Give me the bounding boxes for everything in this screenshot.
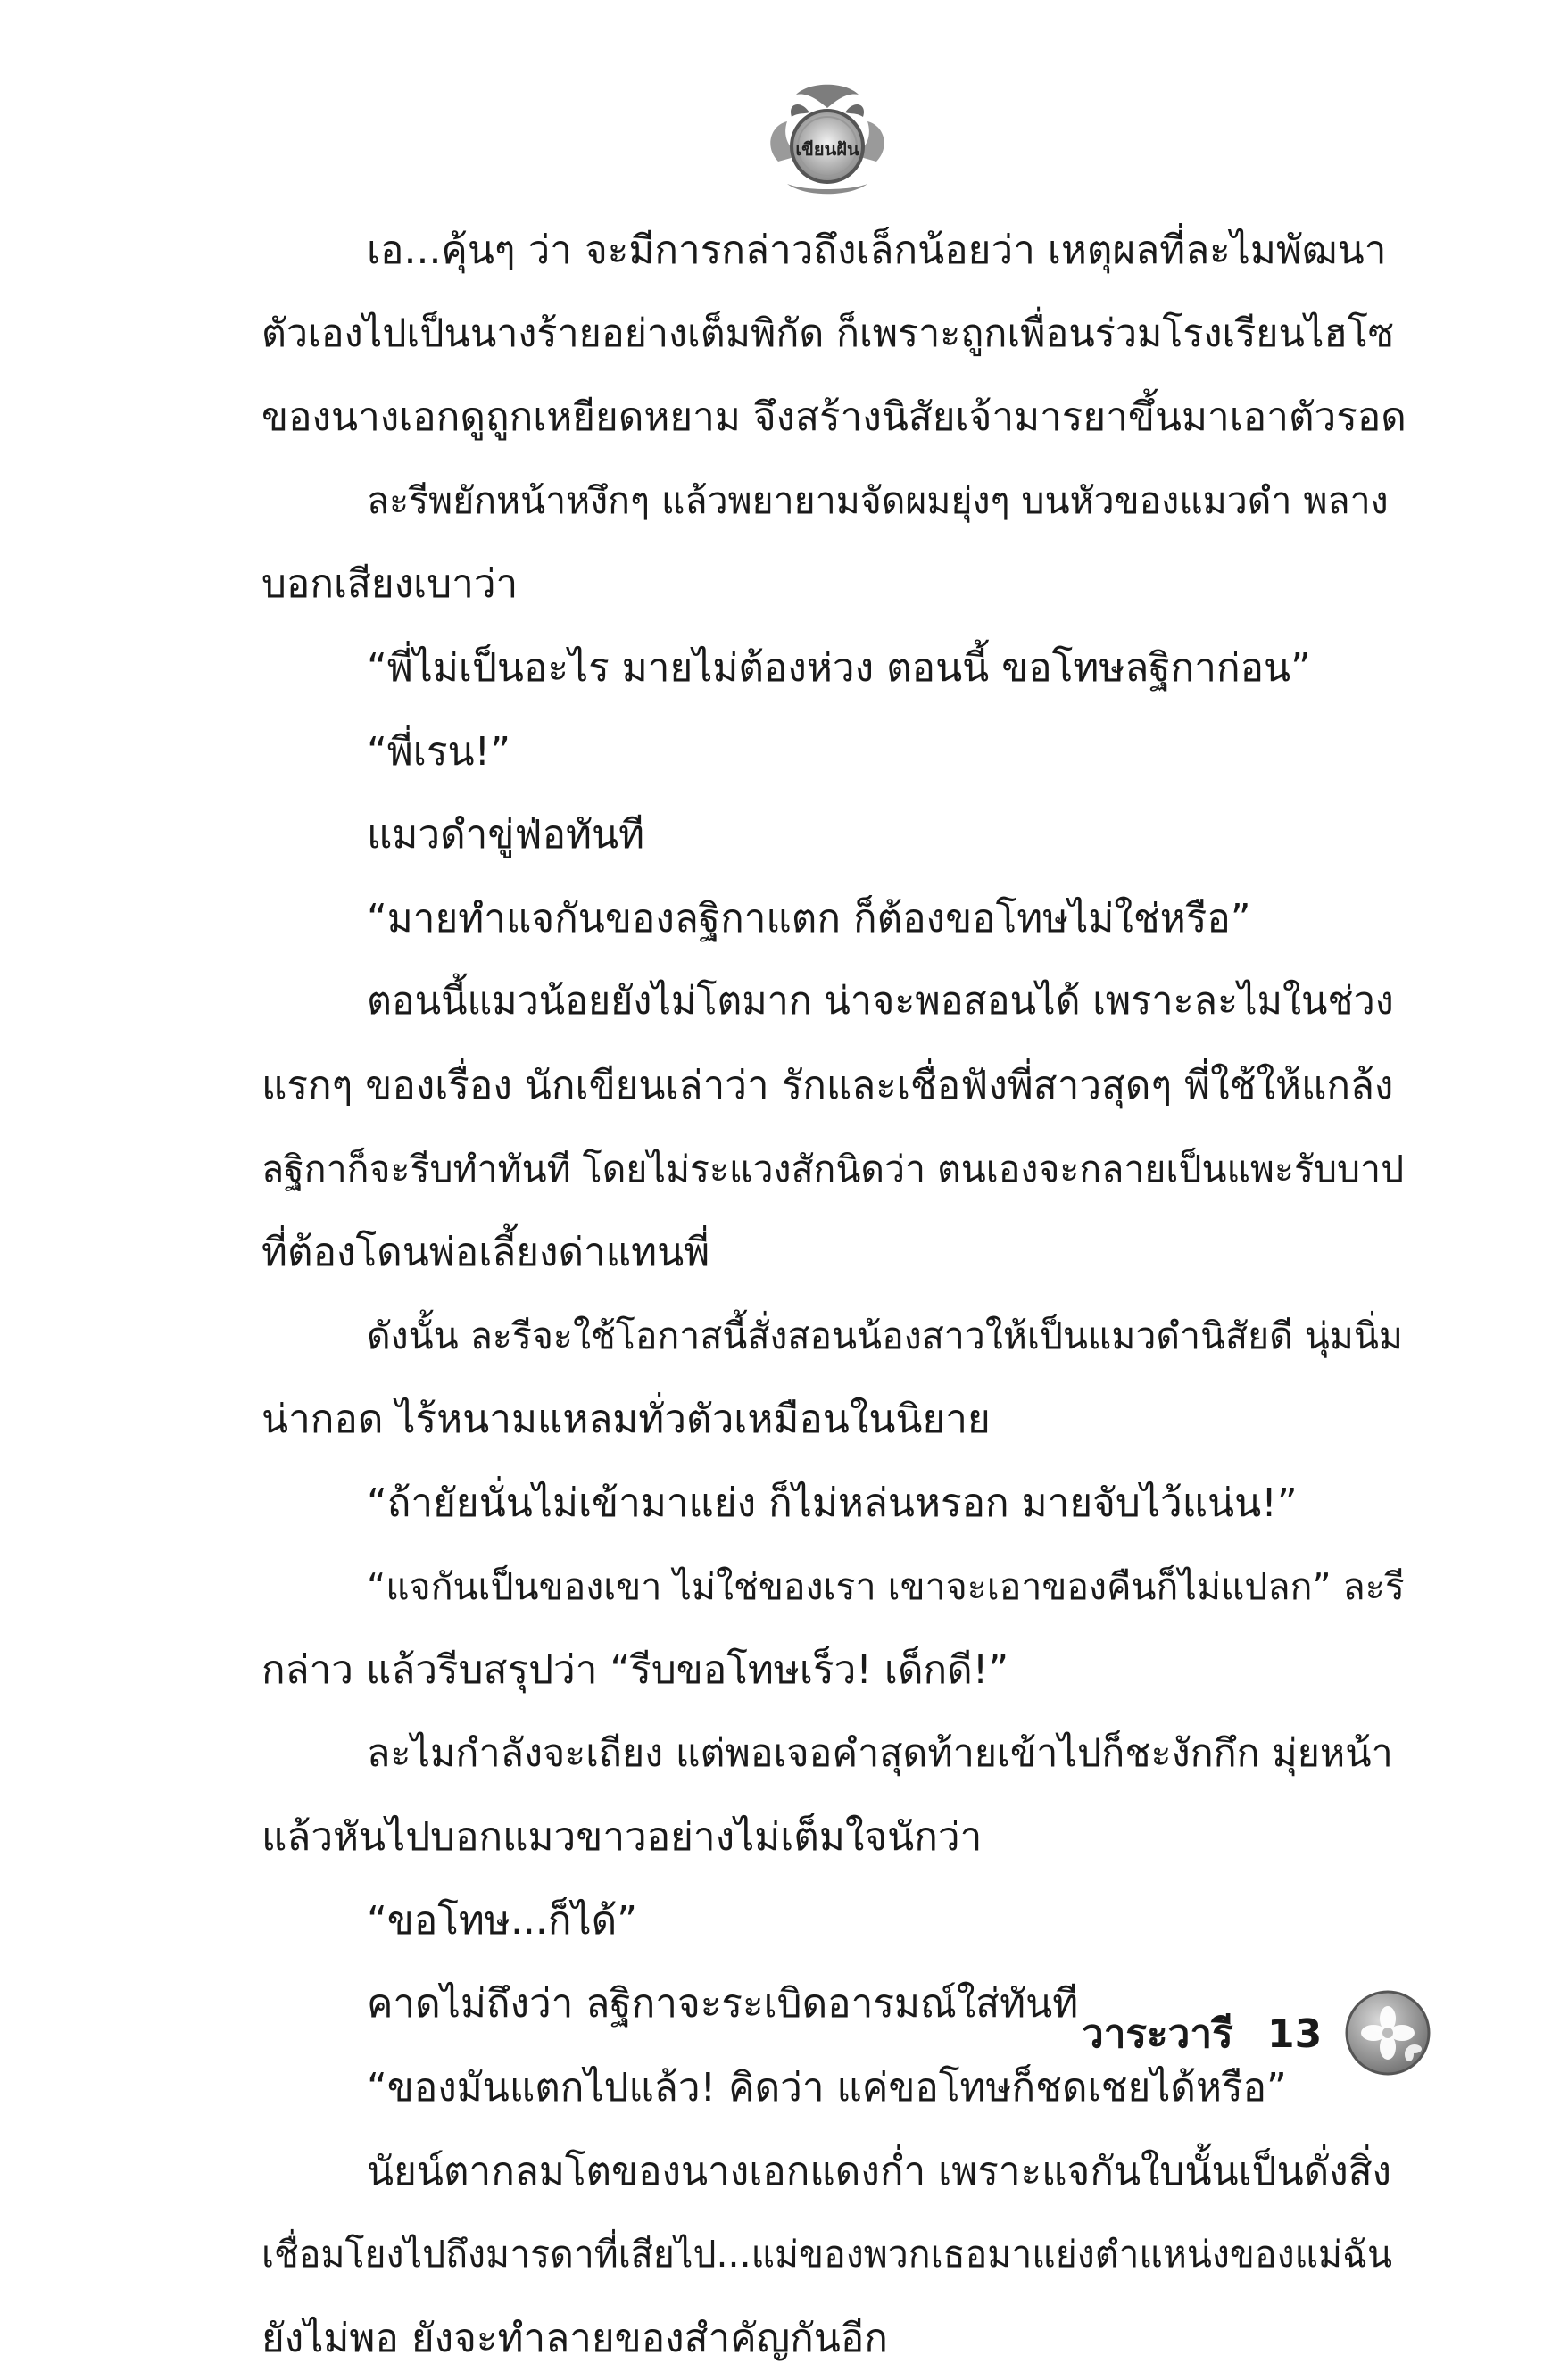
text-line: ดังนั้น ละรีจะใช้โอกาสนี้สั่งสอนน้องสาวให้เป็นแมวดำนิสัยดี นุ่มนิ่ม: [367, 1314, 1403, 1357]
text-line: แรกๆ ของเรื่อง นักเขียนเล่าว่า รักและเชื่อฟังพี่สาวสุดๆ พี่ใช้ให้แกล้ง: [261, 1062, 1394, 1108]
text-line: “พี่ไม่เป็นอะไร มายไม่ต้องห่วง ตอนนี้ ขอโทษลฐิกาก่อน”: [367, 644, 1311, 691]
text-line: ยังไม่พอ ยังจะทำลายของสำคัญกันอีก: [261, 2315, 888, 2361]
flower-badge-icon: [1343, 1988, 1432, 2077]
text-line: ตัวเองไปเป็นนางร้ายอย่างเต็มพิกัด ก็เพราะถูกเพื่อนร่วมโรงเรียนไฮโซ: [261, 311, 1395, 356]
text-line: ของนางเอกดูถูกเหยียดหยาม จึงสร้างนิสัยเจ้ามารยาขึ้นมาเอาตัวรอด: [261, 394, 1406, 441]
text-line: “มายทำแจกันของลฐิกาแตก ก็ต้องขอโทษไม่ใช่หรือ”: [367, 895, 1251, 941]
text-line: เอ...คุ้นๆ ว่า จะมีการกล่าวถึงเล็กน้อยว่า เหตุผลที่ละไมพัฒนา: [367, 228, 1387, 273]
emblem-text: เขียนฝัน: [795, 138, 859, 160]
text-line: “ถ้ายัยนั่นไม่เข้ามาแย่ง ก็ไม่หล่นหรอก มายจับไว้แน่น!”: [367, 1480, 1298, 1526]
book-title: วาระวารี: [1082, 2011, 1233, 2057]
text-line: เชื่อมโยงไปถึงมารดาที่เสียไป...แม่ของพวกเธอมาแย่งตำแหน่งของแม่ฉัน: [261, 2233, 1392, 2276]
text-line: ละไมกำลังจะเถียง แต่พอเจอคำสุดท้ายเข้าไปก็ชะงักกึก มุ่ยหน้า: [367, 1730, 1393, 1776]
text-line: “พี่เรน!”: [367, 728, 510, 775]
text-line: ละรีพยักหน้าหงึกๆ แล้วพยายามจัดผมยุ่งๆ บนหัวของแมวดำ พลาง: [367, 478, 1389, 522]
text-line: แมวดำขู่ฟ่อทันที: [367, 812, 645, 858]
text-line: ตอนนี้แมวน้อยยังไม่โตมาก น่าจะพอสอนได้ เพราะละไมในช่วง: [367, 979, 1394, 1024]
text-line: ที่ต้องโดนพ่อเลี้ยงด่าแทนพี่: [261, 1230, 710, 1276]
text-line: คาดไม่ถึงว่า ลฐิกาจะระเบิดอารมณ์ใส่ทันที: [367, 1981, 1079, 2028]
page-number: 13: [1267, 2011, 1323, 2057]
text-line: “ของมันแตกไปแล้ว! คิดว่า แค่ขอโทษก็ชดเชยได้หรือ”: [367, 2065, 1287, 2111]
body-text: [261, 209, 1413, 2380]
text-line: แล้วหันไปบอกแมวขาวอย่างไม่เต็มใจนักว่า: [261, 1814, 983, 1861]
text-line: นัยน์ตากลมโตของนางเอกแดงก่ำ เพราะแจกันใบนั้นเป็นดั่งสิ่ง: [367, 2148, 1392, 2194]
text-line: “ขอโทษ...ก็ได้”: [367, 1897, 638, 1944]
text-line: น่ากอด ไร้หนามแหลมทั่วตัวเหมือนในนิยาย: [261, 1397, 991, 1443]
text-line: กล่าว แล้วรีบสรุปว่า “รีบขอโทษเร็ว! เด็กดี!”: [261, 1647, 1009, 1694]
text-line: บอกเสียงเบาว่า: [261, 561, 519, 608]
text-line: “แจกันเป็นของเขา ไม่ใช่ของเรา เขาจะเอาของคืนก็ไม่แปลก” ละรี: [367, 1564, 1405, 1608]
ornamental-emblem-icon: [760, 77, 894, 211]
text-line: ลฐิกาก็จะรีบทำทันที โดยไม่ระแวงสักนิดว่า ตนเองจะกลายเป็นแพะรับบาป: [261, 1147, 1405, 1190]
